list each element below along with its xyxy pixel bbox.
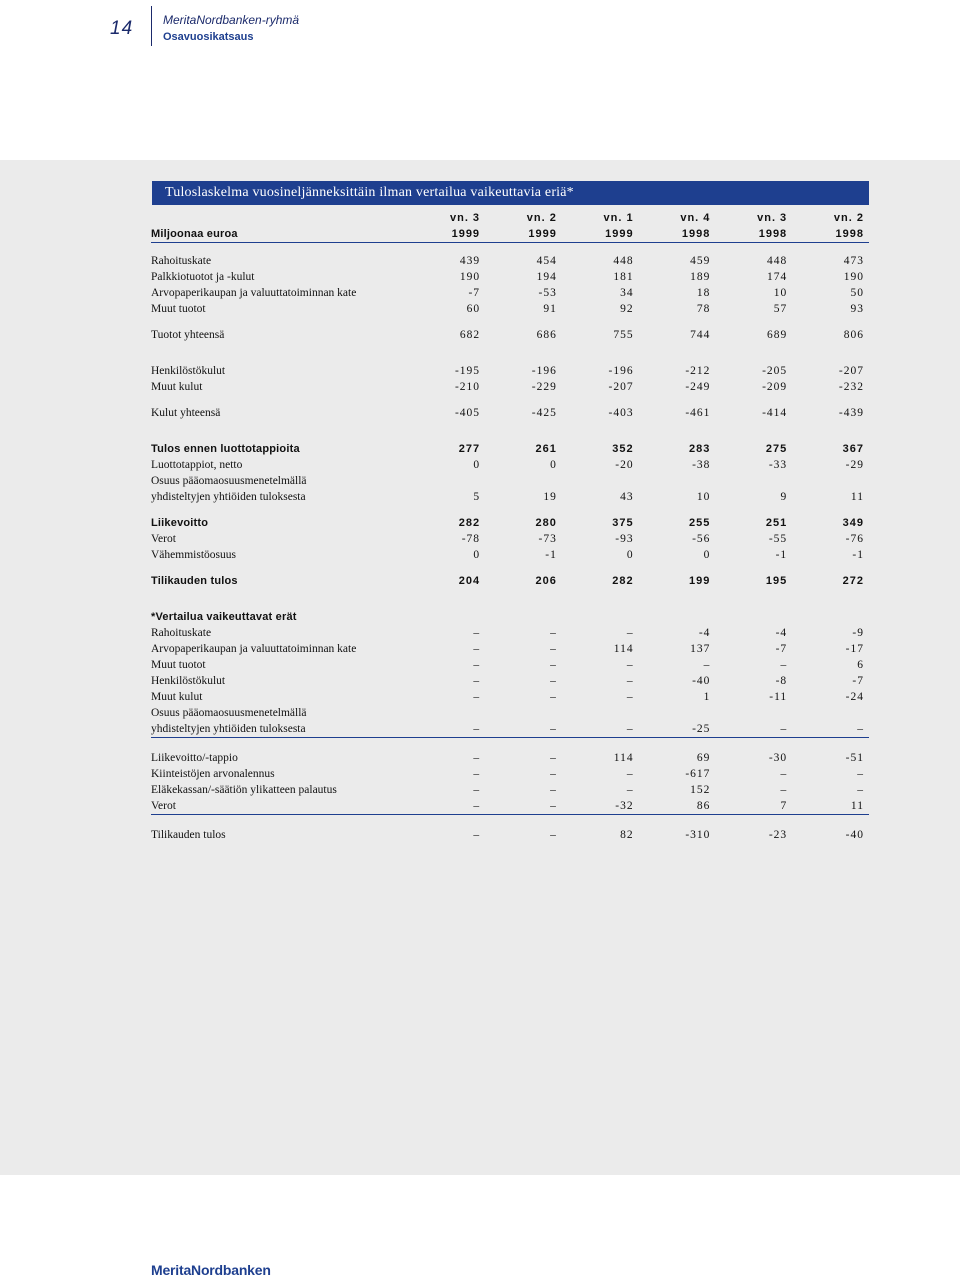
row-label: Arvopaperikaupan ja valuuttatoiminnan kate: [151, 643, 357, 655]
value-cell: –: [550, 768, 557, 780]
value-cell: –: [473, 784, 481, 796]
row-label: Henkilöstökulut: [151, 675, 226, 687]
value-cell: [408, 473, 485, 489]
value-cell: 195: [765, 575, 788, 587]
year-header: 1999: [605, 228, 634, 240]
table-row: [151, 721, 869, 738]
value-cell: [715, 609, 792, 625]
table-row: [151, 657, 869, 673]
value-cell: 272: [842, 575, 864, 587]
spacer-row: [151, 431, 869, 441]
value-cell: 50: [850, 287, 864, 299]
table-row: [151, 673, 869, 689]
value-cell: 282: [612, 575, 634, 587]
value-cell: –: [550, 643, 557, 655]
value-cell: –: [780, 659, 788, 671]
value-cell: –: [473, 691, 481, 703]
row-label: Eläkekassan/-säätiön ylikatteen palautus: [151, 784, 337, 796]
value-cell: –: [857, 784, 864, 796]
value-cell: -7: [852, 675, 864, 687]
page-number: 14: [110, 18, 134, 39]
spacer-cell: [151, 815, 869, 827]
value-cell: [562, 473, 639, 489]
value-cell: -207: [608, 381, 634, 393]
value-cell: 0: [550, 459, 557, 471]
row-label: Tulos ennen luottotappioita: [151, 443, 300, 455]
value-cell: –: [473, 723, 481, 735]
value-cell: -403: [608, 407, 634, 419]
value-cell: –: [626, 784, 634, 796]
value-cell: -4: [698, 627, 711, 639]
value-cell: -24: [845, 691, 864, 703]
row-label: *Vertailua vaikeuttavat erät: [151, 611, 297, 623]
value-cell: 10: [696, 491, 711, 503]
value-cell: 199: [689, 575, 711, 587]
spacer-row: [151, 421, 869, 431]
header-blank-cell: [151, 210, 408, 226]
value-cell: –: [473, 627, 481, 639]
value-cell: 194: [536, 271, 557, 283]
spacer-cell: [151, 589, 869, 599]
value-cell: -73: [538, 533, 557, 545]
spacer-cell: [151, 431, 869, 441]
value-cell: [485, 609, 562, 625]
value-cell: 34: [620, 287, 634, 299]
spacer-cell: [151, 243, 869, 253]
value-cell: 280: [535, 517, 557, 529]
value-cell: -38: [692, 459, 711, 471]
value-cell: -1: [545, 549, 557, 561]
value-cell: -196: [531, 365, 557, 377]
value-cell: -209: [762, 381, 788, 393]
year-header: 1999: [528, 228, 557, 240]
spacer-row: [151, 505, 869, 515]
value-cell: 682: [459, 329, 481, 341]
value-cell: 277: [458, 443, 481, 455]
value-cell: 82: [620, 829, 634, 841]
table-row: [151, 782, 869, 798]
table-row: [151, 379, 869, 395]
value-cell: -40: [692, 675, 711, 687]
spacer-cell: [151, 353, 869, 363]
value-cell: -7: [468, 287, 481, 299]
value-cell: –: [473, 643, 481, 655]
value-cell: -310: [685, 829, 711, 841]
income-statement-table: [151, 210, 869, 843]
year-header: 1998: [758, 228, 788, 240]
value-cell: -32: [615, 800, 634, 812]
value-cell: -205: [762, 365, 788, 377]
spacer-row: [151, 395, 869, 405]
value-cell: -9: [852, 627, 864, 639]
value-cell: -195: [454, 365, 481, 377]
value-cell: 114: [613, 643, 634, 655]
table-row: [151, 405, 869, 421]
value-cell: [562, 609, 639, 625]
value-cell: -53: [538, 287, 557, 299]
table-row: [151, 689, 869, 705]
table-row: [151, 705, 869, 721]
value-cell: –: [473, 768, 481, 780]
row-label: Muut kulut: [151, 381, 203, 393]
spacer-row: [151, 589, 869, 599]
table-row: [151, 827, 869, 843]
table-row: [151, 625, 869, 641]
value-cell: 9: [780, 491, 788, 503]
value-cell: 448: [613, 255, 634, 267]
quarter-header-row: [151, 210, 869, 226]
quarter-header: vn. 3: [757, 212, 788, 224]
value-cell: -617: [685, 768, 711, 780]
value-cell: -425: [531, 407, 557, 419]
value-cell: 206: [535, 575, 557, 587]
row-label: Kulut yhteensä: [151, 407, 221, 419]
value-cell: -4: [775, 627, 788, 639]
value-cell: -414: [762, 407, 788, 419]
table-row: [151, 750, 869, 766]
value-cell: –: [550, 800, 557, 812]
value-cell: 78: [696, 303, 711, 315]
value-cell: 283: [689, 443, 711, 455]
value-cell: –: [857, 768, 864, 780]
row-label: yhdisteltyjen yhtiöiden tuloksesta: [151, 723, 306, 735]
value-cell: -1: [775, 549, 788, 561]
value-cell: –: [550, 752, 557, 764]
value-cell: 261: [535, 443, 557, 455]
value-cell: [792, 473, 869, 489]
value-cell: 459: [690, 255, 711, 267]
value-cell: 6: [857, 659, 864, 671]
spacer-cell: [151, 563, 869, 573]
value-cell: –: [857, 723, 864, 735]
quarter-header: vn. 2: [833, 212, 864, 224]
value-cell: –: [780, 784, 788, 796]
value-cell: 181: [613, 271, 634, 283]
spacer-cell: [151, 421, 869, 431]
row-label: Palkkiotuotot ja -kulut: [151, 271, 255, 283]
row-label: Osuus pääomaosuusmenetelmällä: [151, 475, 307, 487]
value-cell: 439: [459, 255, 481, 267]
quarter-header: vn. 4: [680, 212, 711, 224]
value-cell: 1: [703, 691, 711, 703]
value-cell: 0: [626, 549, 634, 561]
spacer-row: [151, 353, 869, 363]
value-cell: 352: [612, 443, 634, 455]
value-cell: -23: [768, 829, 788, 841]
table-row: [151, 573, 869, 589]
value-cell: 18: [696, 287, 711, 299]
value-cell: [485, 705, 562, 721]
value-cell: 91: [543, 303, 557, 315]
spacer-cell: [151, 505, 869, 515]
value-cell: 152: [690, 784, 711, 796]
table-row: [151, 766, 869, 782]
value-cell: 0: [473, 459, 481, 471]
value-cell: -29: [845, 459, 864, 471]
value-cell: 689: [766, 329, 788, 341]
value-cell: –: [550, 675, 557, 687]
row-label: Tilikauden tulos: [151, 575, 238, 587]
value-cell: 0: [473, 549, 481, 561]
table-body: [151, 210, 869, 843]
value-cell: [715, 473, 792, 489]
company-name: MeritaNordbanken-ryhmä: [163, 13, 300, 27]
value-cell: –: [550, 784, 557, 796]
value-cell: -20: [615, 459, 634, 471]
value-cell: –: [703, 659, 711, 671]
value-cell: 190: [843, 271, 864, 283]
row-label: Rahoituskate: [151, 627, 212, 639]
table-row: [151, 531, 869, 547]
spacer-cell: [151, 343, 869, 353]
value-cell: -1: [852, 549, 864, 561]
row-label: Muut kulut: [151, 691, 203, 703]
row-label: Muut tuotot: [151, 303, 206, 315]
rule-gap-row: [151, 815, 869, 827]
table-row: [151, 269, 869, 285]
year-header-row: [151, 226, 869, 243]
value-cell: 69: [696, 752, 711, 764]
value-cell: 86: [696, 800, 711, 812]
footer-logo: MeritaNordbanken: [151, 1262, 271, 1278]
value-cell: 5: [473, 491, 481, 503]
value-cell: -30: [768, 752, 788, 764]
value-cell: 174: [766, 271, 788, 283]
value-cell: -439: [838, 407, 864, 419]
spacer-cell: [151, 599, 869, 609]
table-row: [151, 327, 869, 343]
value-cell: 57: [773, 303, 788, 315]
value-cell: 255: [689, 517, 711, 529]
row-label: Tilikauden tulos: [151, 829, 226, 841]
value-cell: 190: [459, 271, 481, 283]
value-cell: 10: [773, 287, 788, 299]
value-cell: 93: [850, 303, 864, 315]
row-label: Arvopaperikaupan ja valuuttatoiminnan kate: [151, 287, 357, 299]
value-cell: 448: [766, 255, 788, 267]
value-cell: -76: [845, 533, 864, 545]
value-cell: -405: [454, 407, 481, 419]
row-label: Henkilöstökulut: [151, 365, 226, 377]
spacer-row: [151, 563, 869, 573]
value-cell: -229: [531, 381, 557, 393]
quarter-header: vn. 2: [526, 212, 557, 224]
value-cell: 60: [466, 303, 481, 315]
value-cell: -8: [775, 675, 788, 687]
row-label: Osuus pääomaosuusmenetelmällä: [151, 707, 307, 719]
value-cell: -212: [685, 365, 711, 377]
value-cell: –: [550, 627, 557, 639]
unit-label: Miljoonaa euroa: [151, 228, 238, 240]
spacer-row: [151, 243, 869, 253]
row-label: Tuotot yhteensä: [151, 329, 225, 341]
row-label: Luottotappiot, netto: [151, 459, 243, 471]
value-cell: [485, 473, 562, 489]
value-cell: 375: [612, 517, 634, 529]
table-row: [151, 473, 869, 489]
value-cell: –: [626, 659, 634, 671]
value-cell: –: [473, 829, 481, 841]
row-label: Muut tuotot: [151, 659, 206, 671]
row-label: Verot: [151, 800, 176, 812]
spacer-cell: [151, 738, 869, 750]
spacer-row: [151, 317, 869, 327]
value-cell: –: [550, 659, 557, 671]
quarter-header: vn. 1: [603, 212, 634, 224]
value-cell: -17: [845, 643, 864, 655]
value-cell: [715, 705, 792, 721]
value-cell: 92: [620, 303, 634, 315]
row-label: Verot: [151, 533, 176, 545]
value-cell: 349: [842, 517, 864, 529]
table-row: [151, 301, 869, 317]
value-cell: -93: [615, 533, 634, 545]
value-cell: -196: [608, 365, 634, 377]
table-row: [151, 253, 869, 269]
table-row: [151, 798, 869, 815]
value-cell: 189: [690, 271, 711, 283]
value-cell: [639, 609, 716, 625]
year-header: 1998: [835, 228, 864, 240]
value-cell: 114: [613, 752, 634, 764]
value-cell: 755: [613, 329, 634, 341]
value-cell: 7: [780, 800, 788, 812]
table-row: [151, 489, 869, 505]
section-title: Osavuosikatsaus: [163, 31, 254, 43]
row-label: Liikevoitto/-tappio: [151, 752, 238, 764]
value-cell: -78: [461, 533, 481, 545]
value-cell: –: [626, 768, 634, 780]
value-cell: [408, 705, 485, 721]
row-label: Liikevoitto: [151, 517, 209, 529]
value-cell: 137: [690, 643, 711, 655]
rule-gap-row: [151, 738, 869, 750]
table-row: [151, 441, 869, 457]
value-cell: -11: [769, 691, 788, 703]
value-cell: –: [626, 691, 634, 703]
value-cell: [562, 705, 639, 721]
value-cell: –: [473, 659, 481, 671]
value-cell: 43: [620, 491, 634, 503]
value-cell: 19: [543, 491, 557, 503]
value-cell: 11: [850, 800, 864, 812]
year-header: 1999: [451, 228, 481, 240]
value-cell: [408, 609, 485, 625]
value-cell: –: [780, 768, 788, 780]
value-cell: -56: [692, 533, 711, 545]
year-header: 1998: [681, 228, 711, 240]
quarter-header: vn. 3: [449, 212, 481, 224]
header-divider: [151, 6, 152, 46]
value-cell: 473: [843, 255, 864, 267]
row-label: yhdisteltyjen yhtiöiden tuloksesta: [151, 491, 306, 503]
value-cell: 11: [850, 491, 864, 503]
table-row: [151, 363, 869, 379]
value-cell: 686: [536, 329, 557, 341]
value-cell: 367: [842, 443, 864, 455]
value-cell: -207: [838, 365, 864, 377]
value-cell: -33: [768, 459, 788, 471]
value-cell: –: [550, 691, 557, 703]
value-cell: [792, 609, 869, 625]
value-cell: –: [626, 675, 634, 687]
value-cell: -51: [845, 752, 864, 764]
table-row: [151, 609, 869, 625]
value-cell: 282: [458, 517, 481, 529]
value-cell: -232: [838, 381, 864, 393]
value-cell: 806: [843, 329, 864, 341]
value-cell: -55: [768, 533, 788, 545]
value-cell: –: [550, 829, 557, 841]
table-row: [151, 515, 869, 531]
value-cell: –: [550, 723, 557, 735]
value-cell: -7: [775, 643, 788, 655]
value-cell: [792, 705, 869, 721]
spacer-row: [151, 599, 869, 609]
value-cell: –: [473, 800, 481, 812]
value-cell: –: [473, 752, 481, 764]
row-label: Rahoituskate: [151, 255, 212, 267]
value-cell: 275: [765, 443, 788, 455]
value-cell: –: [626, 627, 634, 639]
row-label: Vähemmistöosuus: [151, 549, 236, 561]
value-cell: -25: [692, 723, 711, 735]
value-cell: 0: [703, 549, 711, 561]
value-cell: –: [780, 723, 788, 735]
spacer-cell: [151, 395, 869, 405]
value-cell: 251: [765, 517, 788, 529]
row-label: Kiinteistöjen arvonalennus: [151, 768, 275, 780]
value-cell: 454: [536, 255, 557, 267]
table-row: [151, 285, 869, 301]
value-cell: –: [626, 723, 634, 735]
value-cell: 744: [690, 329, 711, 341]
value-cell: 204: [458, 575, 481, 587]
value-cell: [639, 473, 716, 489]
spacer-cell: [151, 317, 869, 327]
value-cell: -40: [845, 829, 864, 841]
value-cell: -249: [685, 381, 711, 393]
table-row: [151, 547, 869, 563]
table-title: Tuloslaskelma vuosineljänneksittäin ilman vertailua vaikeuttavia eriä*: [152, 181, 869, 205]
value-cell: [639, 705, 716, 721]
value-cell: –: [473, 675, 481, 687]
value-cell: -461: [685, 407, 711, 419]
table-row: [151, 641, 869, 657]
spacer-row: [151, 343, 869, 353]
value-cell: -210: [454, 381, 481, 393]
table-row: [151, 457, 869, 473]
